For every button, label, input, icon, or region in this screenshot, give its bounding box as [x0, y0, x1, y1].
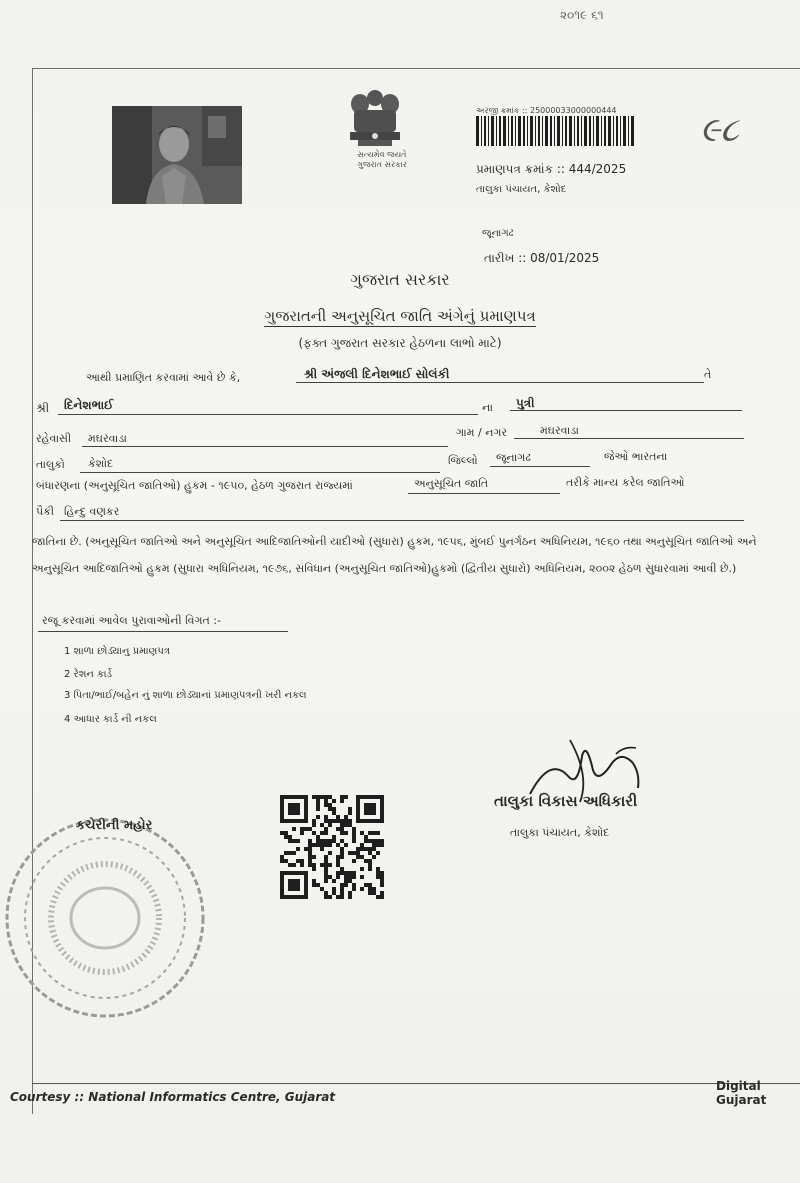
- among-label: પૈકી: [36, 505, 55, 518]
- relation-label: ના: [482, 401, 493, 414]
- qr-code: [280, 795, 384, 899]
- category-value: અનુસૂચિત જાતિ: [414, 477, 489, 490]
- certificate-subtitle: (ફક્ત ગુજરાત સરકાર હેઠળના લાભો માટે): [298, 336, 502, 350]
- officer-designation: તાલુકા વિકાસ અધિકારી: [494, 792, 638, 810]
- barcode: [476, 116, 634, 146]
- application-number: અરજી ક્રમાંક :: 25000033000000444: [476, 106, 617, 115]
- government-title: ગુજરાત સરકાર: [350, 270, 450, 289]
- te-label: તે: [704, 368, 712, 381]
- father-name: દિનેશભાઈ: [64, 398, 114, 412]
- resident-label: રહેવાસી: [36, 432, 72, 445]
- village-label: ગામ / નગર: [456, 426, 508, 439]
- residence-underline: [82, 446, 448, 447]
- relation-underline: [510, 410, 742, 411]
- applicant-name: શ્રી અંજલી દિનેશભાઈ સોલંકી: [304, 367, 450, 381]
- footer-portal: Digital Gujarat: [716, 1079, 767, 1107]
- category-underline: [408, 493, 560, 494]
- issue-date: તારીખ :: 08/01/2025: [484, 251, 600, 265]
- taluka-label: તાલુકો: [36, 458, 65, 471]
- document-item: 4 આધાર કાર્ડ ની નકલ: [64, 714, 157, 725]
- document-item: 2 રેશન કાર્ડ: [64, 669, 113, 680]
- issuing-office: તાલુકા પંચાયત, કેશોદ: [476, 184, 567, 195]
- emblem-caption: સત્યમેવ જયતે ગુજરાત સરકાર: [357, 150, 407, 169]
- top-scribble: ૨૦૧૯ ૬૧: [560, 8, 604, 22]
- caste-value: હિન્દુ વણકર: [64, 505, 120, 518]
- footer-courtesy: Courtesy :: National Informatics Centre, Gujarat: [10, 1090, 336, 1104]
- office-seal-stamp: [0, 808, 222, 1030]
- je-label: જેઓ ભારતના: [604, 450, 668, 463]
- footer-line: [32, 1083, 800, 1084]
- documents-heading-underline: [38, 631, 288, 632]
- applicant-photo: [112, 106, 242, 204]
- document-item: 1 શાળા છોડ્યાનુ પ્રમાણપત્ર: [64, 646, 170, 657]
- village-value: મઘરવાડા: [540, 424, 579, 437]
- header-district: જૂનાગઢ: [482, 228, 514, 239]
- recognized-label: તરીકે માન્ય કરેલ જાતિઓ: [566, 476, 685, 489]
- relation-value: પુત્રી: [516, 396, 535, 410]
- village-underline: [514, 438, 744, 439]
- taluka-value: કેશોદ: [88, 457, 114, 470]
- residence-value: મઘરવાડા: [88, 432, 127, 445]
- documents-heading: રજૂ કરવામાં આવેલ પુરાવાઓની વિગત :-: [42, 614, 221, 627]
- margin-handwritten-number: ૯૮: [700, 110, 739, 150]
- name-underline: [296, 382, 704, 383]
- district-underline: [490, 466, 590, 467]
- officer-office: તાલુકા પંચાયત, કેશોદ: [510, 826, 610, 839]
- constitution-label: બંધારણના (અનુસૂચિત જાતિઓ) હુકમ - ૧૯૫૦, હેઠળ ગુજરાત રાજ્યમાં: [36, 479, 353, 492]
- father-underline: [58, 414, 478, 415]
- certificate-number: પ્રમાણપત્ર ક્રમાંક :: 444/2025: [476, 162, 627, 176]
- document-item: 3 પિતા/ભાઈ/બહેન નું શાળા છોડ્યાનાં પ્રમાણપત્રની ખરી નકલ: [64, 690, 307, 701]
- seal-label: કચેરીની મહોર: [76, 818, 153, 833]
- caste-underline: [60, 520, 744, 521]
- legal-paragraph: જાતિના છે. (અનુસૂચિત જાતિઓ અને અનુસૂચિત આદિજાતિઓની યાદીઓ (સુધારા) હુકમ, ૧૯૫૬, મુંબઈ પુનર્ગઠન અધિનિયમ, ૧૯૬૦ તથા અનુસૂચિત જાતિઓ અને અનુસૂચિત આદિજાતિઓ હુકમ (સુધારા અધિનિયમ, ૧૯૭૬, સંવિધાન (અનુસૂચિત જાતિઓ)હુકમો (દ્વિતીય સુધારો) અધિનિયમ, ૨૦૦૨ હેઠળ સુધારવામાં આવી છે.): [32, 535, 757, 575]
- district-value: જૂનાગઢ: [496, 451, 531, 464]
- taluka-underline: [80, 472, 440, 473]
- district-label: જિલ્લો: [448, 454, 478, 467]
- certificate-title: ગુજરાતની અનુસૂચિત જાતિ અંગેનું પ્રમાણપત્ર: [264, 307, 536, 325]
- shri-label: શ્રી: [36, 401, 50, 415]
- certify-label: આથી પ્રમાણિત કરવામાં આવે છે કે,: [86, 371, 241, 384]
